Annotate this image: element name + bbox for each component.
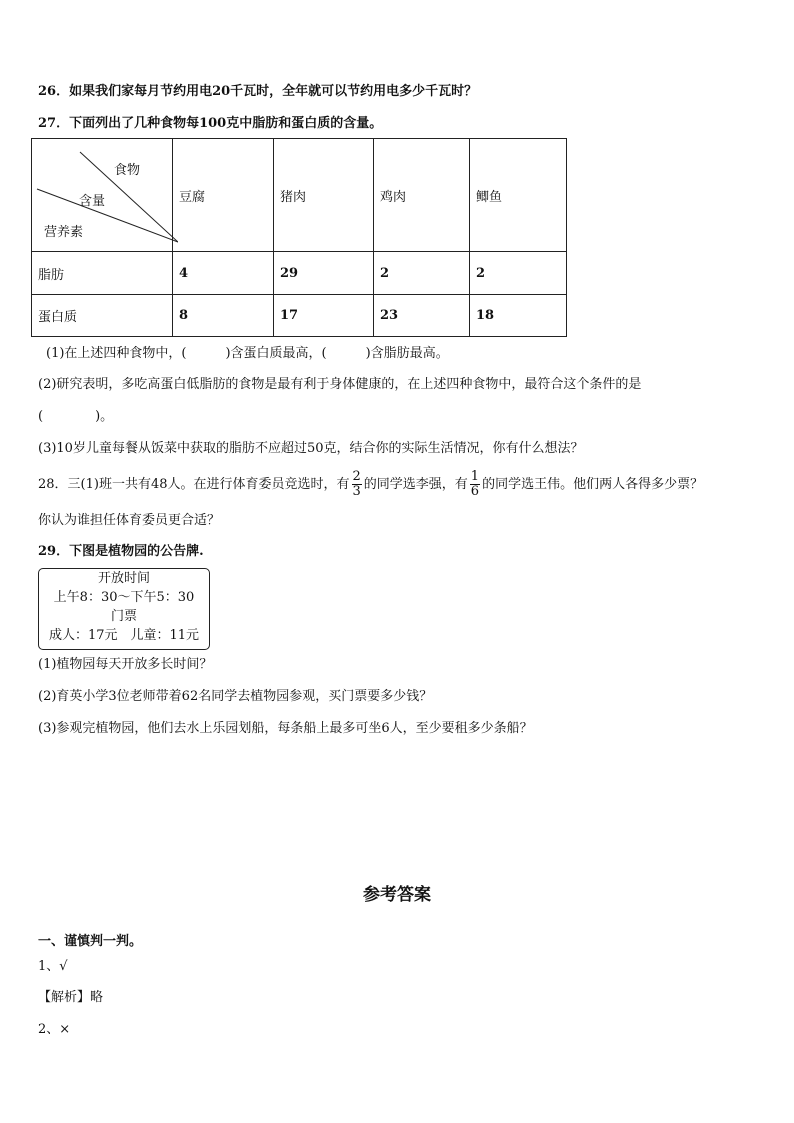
fraction-two-thirds	[352, 470, 362, 499]
table-cell: 4	[173, 252, 274, 295]
table-cell: 23	[374, 295, 470, 337]
section-heading: 一、谨慎判一判。	[38, 934, 143, 949]
notice-ticket-prices: 成人：17元 儿童：11元	[48, 628, 200, 643]
question-26: 26．如果我们家每月节约用电20千瓦时，全年就可以节约用电多少千瓦时？	[38, 84, 478, 99]
table-cell: 8	[173, 295, 274, 337]
row-label: 脂肪	[32, 252, 173, 295]
fraction-denominator: 6	[470, 484, 480, 499]
table-header-row	[32, 139, 567, 252]
question-27-3: (3)10岁儿童每餐从饭菜中获取的脂肪不应超过50克，结合你的实际生活情况，你有什么想法？	[38, 441, 584, 456]
question-27-2: (2)研究表明，多吃高蛋白低脂肪的食物是最有利于身体健康的，在上述四种食物中，最符合这个条件的是	[38, 377, 642, 392]
notice-opening-hours: 上午8：30～下午5：30	[53, 590, 195, 605]
row-label: 蛋白质	[32, 295, 173, 337]
question-28-part-b: 的同学选李强，有	[363, 477, 468, 492]
question-27-2-blank: ( )。	[38, 409, 114, 424]
table-cell: 2	[470, 252, 567, 295]
notice-opening-hours-title: 开放时间	[97, 571, 150, 586]
food-header: 猪肉	[274, 139, 374, 252]
garden-notice-board	[38, 568, 210, 650]
question-28-part-a: 28．三(1)班一共有48人。在进行体育委员竞选时，有	[38, 477, 350, 492]
fraction-numerator: 1	[470, 469, 480, 484]
header-food-label: 食物	[114, 163, 141, 178]
header-content-label: 含量	[79, 194, 106, 209]
question-27-1: (1)在上述四种食物中，( )含蛋白质最高，( )含脂肪最高。	[46, 346, 449, 361]
question-28-followup: 你认为谁担任体育委员更合适？	[38, 513, 221, 528]
food-header: 鸡肉	[374, 139, 470, 252]
question-29: 29．下图是植物园的公告牌.	[38, 544, 204, 559]
fraction-denominator: 3	[352, 484, 361, 499]
notice-ticket-title: 门票	[110, 609, 137, 624]
question-28-part-c: 的同学选王伟。他们两人各得多少票？	[482, 477, 704, 492]
food-header: 鲫鱼	[470, 139, 567, 252]
table-cell: 18	[470, 295, 567, 337]
table-row	[32, 252, 567, 295]
nutrition-table	[31, 138, 567, 337]
fraction-numerator: 2	[352, 469, 361, 484]
header-nutrient-label: 营养素	[44, 225, 84, 240]
food-header: 豆腐	[173, 139, 274, 252]
answer-2: 2、×	[38, 1022, 71, 1037]
table-cell: 17	[274, 295, 374, 337]
answer-1: 1、√	[38, 959, 68, 974]
diagonal-header-cell	[32, 139, 173, 252]
table-cell: 2	[374, 252, 470, 295]
question-27: 27．下面列出了几种食物每100克中脂肪和蛋白质的含量。	[38, 116, 383, 131]
table-row	[32, 295, 567, 337]
table-cell: 29	[274, 252, 374, 295]
answer-1-analysis: 【解析】略	[38, 990, 104, 1005]
question-29-1: (1)植物园每天开放多长时间？	[38, 657, 213, 672]
fraction-one-sixth	[470, 470, 480, 499]
question-28	[38, 466, 703, 504]
answer-section-title: 参考答案	[363, 885, 431, 905]
question-29-2: (2)育英小学3位老师带着62名同学去植物园参观，买门票要多少钱？	[38, 689, 433, 704]
question-29-3: (3)参观完植物园，他们去水上乐园划船，每条船上最多可坐6人，至少要租多少条船？	[38, 721, 533, 736]
